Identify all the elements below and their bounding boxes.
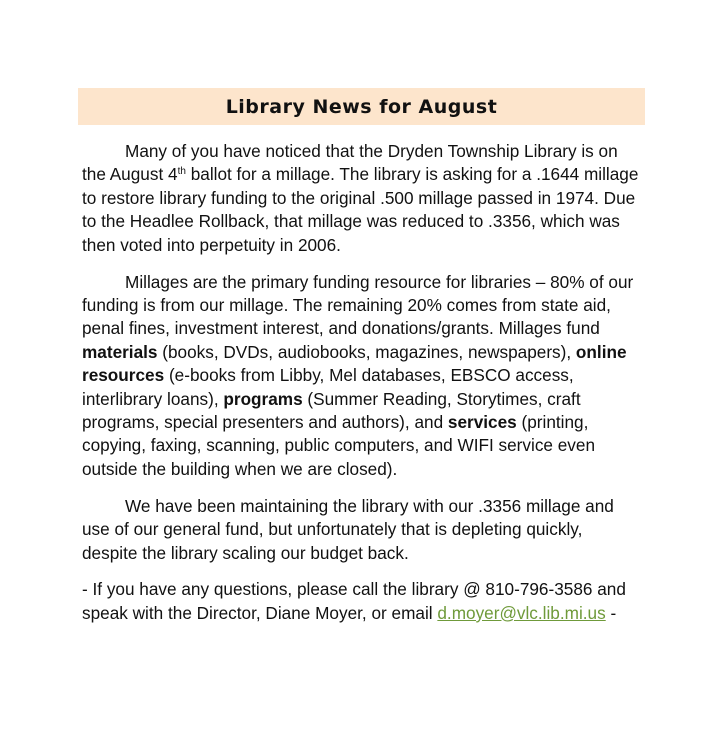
article-body <box>82 140 642 639</box>
paragraph4-text-b: - <box>605 602 617 623</box>
email-link[interactable]: d.moyer@vlc.lib.mi.us <box>437 602 606 623</box>
paragraph2-text-a: Millages are the primary funding resource for libraries – 80% of our funding is from our millage. The remaining 20% comes from state aid, penal fines, investment interest, and donations/grants. Millages fund <box>82 271 634 339</box>
paragraph1-text-b: ballot for a millage. The library is asking for a .1644 millage to restore library funding to the original .500 millage passed in 1974. Due to the Headlee Rollback, that millage was reduced to .3356, which was then voted into perpetuity in 2006. <box>82 164 639 255</box>
paragraph2-text-b: (books, DVDs, audiobooks, magazines, newspapers), <box>157 341 576 362</box>
keyword-programs: programs <box>223 388 303 409</box>
paragraph-contact <box>82 578 642 625</box>
keyword-online-resources: online resources <box>82 341 627 386</box>
paragraph4-text-a: - If you have any questions, please call the library @ 810-796-3586 and speak with the Director, Diane Moyer, or email <box>82 579 626 623</box>
paragraph1-text-a: Many of you have noticed that the Dryden Township Library is on the August 4 <box>82 141 618 185</box>
ordinal-superscript: th <box>177 166 186 178</box>
page-title: Library News for August <box>225 95 498 118</box>
paragraph-funding-resources <box>82 271 642 482</box>
paragraph2-text-d: (Summer Reading, Storytimes, craft programs, special presenters and authors), and <box>82 388 581 432</box>
paragraph2-text-c: (e-books from Libby, Mel databases, EBSCO access, interlibrary loans), <box>82 365 574 409</box>
paragraph-general-fund <box>82 495 642 565</box>
keyword-services: services <box>447 411 517 432</box>
paragraph3-text: We have been maintaining the library with our .3356 millage and use of our general fund, but unfortunately that is depleting quickly, despite the library scaling our budget back. <box>82 495 614 563</box>
paragraph2-text-e: (printing, copying, faxing, scanning, public computers, and WIFI service even outside the building when we are closed). <box>82 411 596 479</box>
title-banner <box>78 88 645 125</box>
paragraph-millage-ballot <box>82 140 642 257</box>
keyword-materials: materials <box>82 341 158 362</box>
